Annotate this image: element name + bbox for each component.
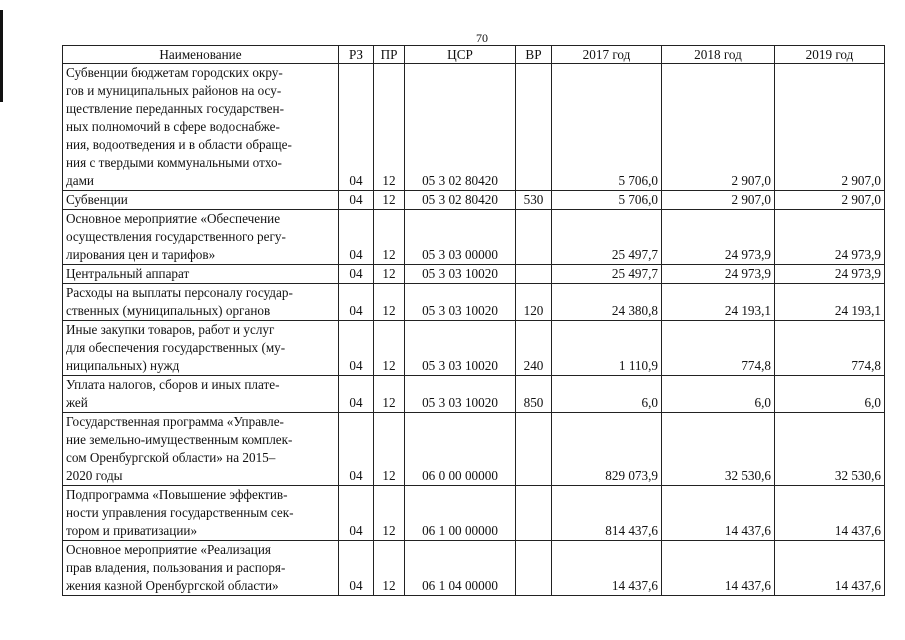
pr-cell: 12 xyxy=(374,541,405,596)
amount-2017-cell: 5 706,0 xyxy=(552,191,662,210)
name-line: 2020 годы xyxy=(66,468,123,483)
name-cell xyxy=(63,541,339,596)
vr-cell: 850 xyxy=(516,376,552,413)
vr-cell xyxy=(516,486,552,541)
amount-2019-cell: 14 437,6 xyxy=(775,541,885,596)
name-line: Иные закупки товаров, работ и услуг xyxy=(66,322,275,337)
amount-2018-cell: 2 907,0 xyxy=(662,64,775,191)
amount-2018-cell: 774,8 xyxy=(662,321,775,376)
amount-2019-cell: 24 973,9 xyxy=(775,210,885,265)
rz-cell: 04 xyxy=(339,64,374,191)
rz-cell: 04 xyxy=(339,265,374,284)
name-line: жения казной Оренбургской области» xyxy=(66,578,279,593)
name-cell xyxy=(63,284,339,321)
name-cell xyxy=(63,321,339,376)
name-line: ственных (муниципальных) органов xyxy=(66,303,271,318)
name-line: Центральный аппарат xyxy=(66,266,190,281)
vr-cell: 120 xyxy=(516,284,552,321)
csr-cell: 06 0 00 00000 xyxy=(405,413,516,486)
vr-cell xyxy=(516,265,552,284)
name-line: тором и приватизации» xyxy=(66,523,198,538)
column-header-name: Наименование xyxy=(63,46,339,64)
pr-cell: 12 xyxy=(374,265,405,284)
name-cell xyxy=(63,265,339,284)
column-header-2018: 2018 год xyxy=(662,46,775,64)
table-row xyxy=(63,541,885,596)
name-cell xyxy=(63,64,339,191)
name-cell xyxy=(63,486,339,541)
column-header-vr: ВР xyxy=(516,46,552,64)
rz-cell: 04 xyxy=(339,284,374,321)
rz-cell: 04 xyxy=(339,486,374,541)
csr-cell: 05 3 03 10020 xyxy=(405,321,516,376)
vr-cell xyxy=(516,541,552,596)
vr-cell: 530 xyxy=(516,191,552,210)
amount-2018-cell: 2 907,0 xyxy=(662,191,775,210)
csr-cell: 05 3 03 10020 xyxy=(405,284,516,321)
name-line: Уплата налогов, сборов и иных плате- xyxy=(66,377,280,392)
amount-2019-cell: 774,8 xyxy=(775,321,885,376)
vr-cell: 240 xyxy=(516,321,552,376)
page-edge-mark xyxy=(0,10,3,102)
name-line: ниципальных) нужд xyxy=(66,358,180,373)
amount-2018-cell: 6,0 xyxy=(662,376,775,413)
amount-2019-cell: 2 907,0 xyxy=(775,191,885,210)
pr-cell: 12 xyxy=(374,413,405,486)
pr-cell: 12 xyxy=(374,376,405,413)
amount-2017-cell: 6,0 xyxy=(552,376,662,413)
table-row xyxy=(63,413,885,486)
table-row xyxy=(63,191,885,210)
column-header-pr: ПР xyxy=(374,46,405,64)
amount-2017-cell: 25 497,7 xyxy=(552,265,662,284)
table-body xyxy=(63,64,885,596)
name-line: прав владения, пользования и распоря- xyxy=(66,560,286,575)
amount-2018-cell: 14 437,6 xyxy=(662,486,775,541)
name-cell xyxy=(63,376,339,413)
table-row xyxy=(63,321,885,376)
name-line: лирования цен и тарифов» xyxy=(66,247,216,262)
table-row xyxy=(63,376,885,413)
name-line: осуществления государственного регу- xyxy=(66,229,286,244)
name-line: для обеспечения государственных (му- xyxy=(66,340,286,355)
name-line: ния, водоотведения и в области обраще- xyxy=(66,137,292,152)
amount-2017-cell: 829 073,9 xyxy=(552,413,662,486)
amount-2019-cell: 6,0 xyxy=(775,376,885,413)
name-cell xyxy=(63,210,339,265)
rz-cell: 04 xyxy=(339,541,374,596)
csr-cell: 05 3 03 10020 xyxy=(405,265,516,284)
name-cell xyxy=(63,191,339,210)
amount-2019-cell: 24 193,1 xyxy=(775,284,885,321)
table-row xyxy=(63,265,885,284)
amount-2019-cell: 2 907,0 xyxy=(775,64,885,191)
name-line: ния с твердыми коммунальными отхо- xyxy=(66,155,282,170)
column-header-rz: РЗ xyxy=(339,46,374,64)
name-line: Основное мероприятие «Обеспечение xyxy=(66,211,281,226)
table-row xyxy=(63,486,885,541)
amount-2017-cell: 1 110,9 xyxy=(552,321,662,376)
name-line: жей xyxy=(66,395,88,410)
budget-table xyxy=(62,45,885,596)
csr-cell: 05 3 02 80420 xyxy=(405,64,516,191)
amount-2018-cell: 14 437,6 xyxy=(662,541,775,596)
pr-cell: 12 xyxy=(374,321,405,376)
csr-cell: 06 1 00 00000 xyxy=(405,486,516,541)
column-header-2019: 2019 год xyxy=(775,46,885,64)
amount-2019-cell: 32 530,6 xyxy=(775,413,885,486)
name-line: ществление переданных государствен- xyxy=(66,101,284,116)
pr-cell: 12 xyxy=(374,191,405,210)
amount-2017-cell: 24 380,8 xyxy=(552,284,662,321)
rz-cell: 04 xyxy=(339,413,374,486)
pr-cell: 12 xyxy=(374,284,405,321)
rz-cell: 04 xyxy=(339,191,374,210)
vr-cell xyxy=(516,210,552,265)
name-line: ние земельно-имущественным комплек- xyxy=(66,432,293,447)
name-line: дами xyxy=(66,173,94,188)
table-header-row xyxy=(63,46,885,64)
pr-cell: 12 xyxy=(374,64,405,191)
amount-2017-cell: 5 706,0 xyxy=(552,64,662,191)
name-line: гов и муниципальных районов на осу- xyxy=(66,83,282,98)
name-line: сом Оренбургской области» на 2015– xyxy=(66,450,276,465)
amount-2018-cell: 24 973,9 xyxy=(662,210,775,265)
csr-cell: 05 3 02 80420 xyxy=(405,191,516,210)
table-row xyxy=(63,284,885,321)
csr-cell: 05 3 03 10020 xyxy=(405,376,516,413)
name-line: Субвенции бюджетам городских окру- xyxy=(66,65,283,80)
csr-cell: 05 3 03 00000 xyxy=(405,210,516,265)
rz-cell: 04 xyxy=(339,321,374,376)
column-header-2017: 2017 год xyxy=(552,46,662,64)
amount-2018-cell: 24 193,1 xyxy=(662,284,775,321)
name-line: Государственная программа «Управле- xyxy=(66,414,284,429)
table-row xyxy=(63,64,885,191)
amount-2017-cell: 814 437,6 xyxy=(552,486,662,541)
amount-2019-cell: 14 437,6 xyxy=(775,486,885,541)
vr-cell xyxy=(516,413,552,486)
name-cell xyxy=(63,413,339,486)
rz-cell: 04 xyxy=(339,210,374,265)
amount-2017-cell: 25 497,7 xyxy=(552,210,662,265)
csr-cell: 06 1 04 00000 xyxy=(405,541,516,596)
name-line: Основное мероприятие «Реализация xyxy=(66,542,271,557)
amount-2019-cell: 24 973,9 xyxy=(775,265,885,284)
name-line: Субвенции xyxy=(66,192,128,207)
name-line: ности управления государственным сек- xyxy=(66,505,294,520)
rz-cell: 04 xyxy=(339,376,374,413)
name-line: Расходы на выплаты персоналу государ- xyxy=(66,285,293,300)
amount-2017-cell: 14 437,6 xyxy=(552,541,662,596)
table-row xyxy=(63,210,885,265)
pr-cell: 12 xyxy=(374,486,405,541)
name-line: Подпрограмма «Повышение эффектив- xyxy=(66,487,288,502)
amount-2018-cell: 24 973,9 xyxy=(662,265,775,284)
column-header-csr: ЦСР xyxy=(405,46,516,64)
pr-cell: 12 xyxy=(374,210,405,265)
name-line: ных полномочий в сфере водоснабже- xyxy=(66,119,280,134)
page-number: 70 xyxy=(476,31,488,45)
vr-cell xyxy=(516,64,552,191)
amount-2018-cell: 32 530,6 xyxy=(662,413,775,486)
